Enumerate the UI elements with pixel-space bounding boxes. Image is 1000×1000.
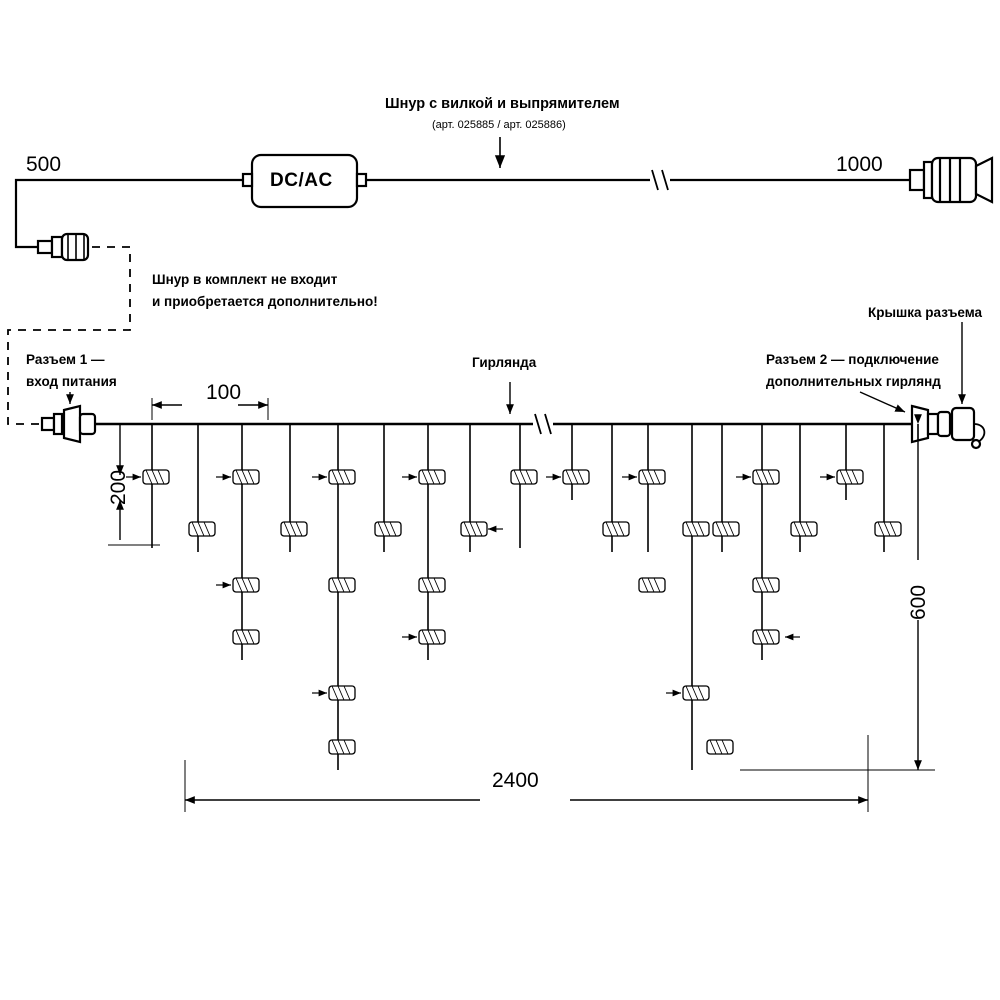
dim-spacing-label: 100	[206, 381, 242, 404]
dim-drop-600-label: 600	[907, 584, 930, 620]
psu-label: DC/AC	[270, 170, 333, 191]
dim-total-label: 2400	[492, 769, 539, 792]
cap-label: Крышка разъема	[868, 305, 983, 320]
connector-2-label-line2: дополнительных гирлянд	[766, 374, 941, 389]
optional-cord-note-line1: Шнур в комплект не входит	[152, 272, 338, 287]
dim-right-cord-label: 1000	[836, 153, 883, 176]
top-note-article: (арт. 025885 / арт. 025886)	[432, 119, 566, 131]
cord-connector-plug	[38, 234, 88, 260]
garland-main-wire	[95, 414, 912, 434]
optional-cord-note-line2: и приобретается дополнительно!	[152, 294, 378, 309]
connector-1-label-line2: вход питания	[26, 374, 117, 389]
connector-2-leader	[860, 392, 905, 412]
optional-cord-dashed-path	[8, 247, 130, 424]
dim-left-cord-label: 500	[26, 153, 62, 176]
garland-label: Гирлянда	[472, 355, 537, 370]
top-note-title: Шнур с вилкой и выпрямителем	[385, 96, 620, 112]
connector-1-label-line1: Разъем 1 —	[26, 352, 105, 367]
connector-2-extension	[912, 406, 984, 448]
connector-2-label-line1: Разъем 2 — подключение	[766, 352, 939, 367]
connector-1-power-input	[42, 406, 95, 442]
dim-drop-200-label: 200	[107, 469, 130, 505]
led-bulbs	[143, 470, 901, 754]
